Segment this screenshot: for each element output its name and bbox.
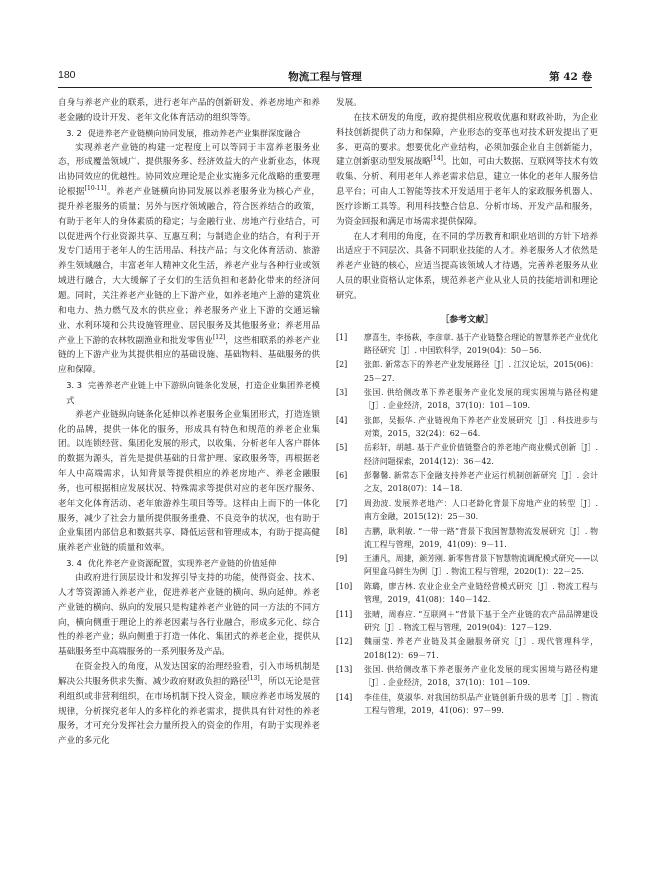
- right-column: [336, 96, 598, 719]
- reference-number: [3]: [336, 388, 348, 398]
- reference-number: [7]: [336, 498, 348, 508]
- section-heading-3-4: [58, 556, 320, 571]
- reference-text: 李佳佳，莫淑华. 对我国纺织品产业链创新升级的思考［J］. 物流工程与管理，2019，41(06)：97－99.: [364, 692, 598, 715]
- reference-item: [336, 441, 598, 467]
- reference-text: 周劲波. 发展养老地产：人口老龄化背景下房地产业的转型［J］. 南方金融，2015(12)：25－30.: [364, 498, 598, 522]
- reference-item: [336, 331, 598, 357]
- reference-list: [336, 331, 598, 718]
- left-column: [58, 96, 320, 749]
- paragraph-text: 在资金投入的角度，从发达国家的治理经验看，引入市场机制是解决公共服务供求失衡、减少政府财政负担的路径: [58, 662, 320, 687]
- journal-title: 物流工程与管理: [288, 71, 362, 83]
- reference-item: [336, 552, 598, 578]
- reference-number: [4]: [336, 415, 348, 425]
- reference-item: [336, 608, 598, 634]
- reference-text: 张国. 供给侧改革下养老服务产业化发展的现实困境与路径构建［J］. 企业经济，2018，37(10)：101－109.: [364, 388, 598, 411]
- reference-number: [5]: [336, 443, 348, 453]
- reference-item: [336, 580, 598, 606]
- paragraph-text: 。养老产业链横向协同发展以养老服务业为核心产业，提升养老服务的质量；另外与医疗领域融合，符合医养结合的政策，有助于老年人的身体素质的稳定；与金融行业、房地产行业结合，可以促进两个行业资源共享、互惠互利；与制造企业的结合，有利于开发专门适用于老年人的生活用品、科技产品；与文化体育活动、旅游养生领域融合，丰富老年人精神文化生活，养老产业与各种行业或领域进行融合，大大缓解了子女们的生活负担和老龄化带来的经济问题。同时，关注养老产业链的上下游产业，如养老地产上游的建筑业和电力、热力燃气及水的供应业；养老服务产业上下游的交通运输业、水利环境和公共设施管理业、居民服务及其他服务业；养老用品产业上下游的农林牧副渔业和批发零售业: [58, 187, 320, 346]
- references-heading: ［参考文献］: [440, 314, 494, 325]
- reference-item: [336, 635, 598, 661]
- paragraph: 由政府进行顶层设计和发挥引导支持的功能，使得资金、技术、人才等资源涌入养老产业，促进养老产业链的横向、纵向延伸。养老产业链的横向、纵向的发展只是构建养老产业链的同一方法的不同方向，横向侧重于理论上的养老因素与各行业融合，形成多元化、综合性的养老产业；纵向侧重于打造一体化、集团式的养老企业，提供从基础服务至中高端服务的一系列服务及产品。: [58, 573, 320, 658]
- reference-text: 岳彩轩，胡越. 基于产业价值链整合的养老地产商业模式创新［J］. 经济问题探索，2014(12)：36－42.: [364, 443, 598, 466]
- page-number: 180: [58, 69, 76, 81]
- paragraph-text: 。比如，可由大数据、互联网等技术有效收集、分析、利用老年人养老需求信息，建立一体化的老年人服务信息平台；可由人工智能等技术开发适用于老年人的家政服务机器人、医疗诊断工具等。利用科技整合信息、分析市场、开发产品和服务，为资金回报和满足市场需求提供保障。: [336, 157, 598, 227]
- paragraph-text: 在技术研发的角度，政府提供相应税收优惠和财政补助，为企业科技创新提供了动力和保障，产业形态的变革也对技术研发提出了更多、更高的要求。想要优化产业结构，必须加强企业自主创新能力，建立创新驱动型发展战略: [336, 112, 598, 168]
- reference-text: 王潘凡，周捷，颜芳刚. 新零售背景下智慧物流调配模式研究——以阿里盒马鲜生为例［J］. 物流工程与管理，2020(1)：22－25.: [364, 554, 598, 577]
- reference-item: [336, 386, 598, 412]
- section-title: 优化养老产业资源配置，实现养老产业链的价值延伸: [87, 558, 277, 569]
- reference-text: 廖喜生，李扬萩，李彦章. 基于产业链整合理论的智慧养老产业优化路径研究［J］. 中国软科学，2019(04)：50－56.: [364, 332, 598, 355]
- reference-text: 张国. 供给侧改革下养老服务产业化发展的现实困境与路径构建［J］. 企业经济，2018，37(10)：101－109.: [364, 665, 598, 688]
- paragraph: [336, 111, 598, 230]
- citation: [12]: [212, 333, 226, 341]
- reference-item: [336, 691, 598, 717]
- reference-number: [14]: [336, 692, 353, 702]
- reference-number: [6]: [336, 471, 348, 481]
- reference-item: [336, 497, 598, 523]
- reference-number: [12]: [336, 637, 353, 647]
- section-number: 3. 2: [66, 127, 82, 138]
- reference-number: [2]: [336, 360, 348, 370]
- reference-text: 彭馨馨. 新常态下金融支持养老产业运行机制创新研究［J］. 会计之友，2018(07)：14－18.: [364, 471, 598, 494]
- reference-item: [336, 469, 598, 495]
- volume-label: 第 42 卷: [549, 71, 592, 83]
- reference-number: [13]: [336, 665, 353, 675]
- section-number: 3. 3: [66, 380, 82, 391]
- reference-item: [336, 414, 598, 440]
- reference-number: [1]: [336, 332, 348, 342]
- section-title: 完善养老产业链上中下游纵向链条化发展，打造企业集团养老模式: [66, 380, 320, 405]
- paragraph: [58, 141, 320, 379]
- paragraph: 在人才利用的角度，在不同的学历教育和职业培训的方针下培养出适应于不同层次、具备不同职业技能的人才。养老服务人才依然是养老产业链的核心，应适当提高该领域人才待遇，完善养老服务从业人员的职业资格认定体系，规范养老产业从业人员的技能培训和理论研究。: [336, 231, 598, 301]
- paragraph: 养老产业链纵向链条化延伸以养老服务企业集团形式，打造连锁化的品牌，提供一体化的服务，形成具有特色和规范的养老企业集团。以连锁经营、集团化发展的形式，以收集、分析老年人客户群体的数据为源头，首先是提供基础的日常护理、家政服务等，再根据老年人中高端需求，认知背景等提供相应的养老房地产、养老金融服务，也可根据相应发展状况、特殊需求等提供对应的老年医疗服务、老年文化体育活动、老年旅游养生项目等等。这样由上而下的一体化服务，减少了社会力量所提供服务重叠、不良竞争的状况，也有助于企业集团内部信息和数据共享、降低运营和管理成本，有助于提高健康养老产业链的质量和效率。: [58, 409, 320, 554]
- section-title: 促进养老产业链横向协同发展，推动养老产业集群深度融合: [87, 127, 301, 138]
- paragraph-text: 实现养老产业链的构建一定程度上可以等同于丰富养老服务业态，形成覆盖领域广、提供服务多、经济效益大的产业新业态，体现出协同效应的优越性。协同效应理论是企业实施多元化战略的重要理论根据: [58, 142, 320, 198]
- reference-text: 张晴，周春应. “互联网＋”背景下基于全产业链的农产品品牌建设研究［J］. 物流工程与管理，2019(04)：127－129.: [364, 609, 598, 632]
- reference-item: [336, 525, 598, 551]
- reference-item: [336, 358, 598, 384]
- section-number: 3. 4: [66, 558, 82, 569]
- paragraph: [58, 660, 320, 749]
- paragraph-continued: 发展。: [336, 98, 362, 108]
- section-heading-3-2: [58, 126, 320, 141]
- citation: [14]: [430, 155, 444, 163]
- section-heading-3-3: [58, 378, 320, 408]
- paragraph-text: ，这些相联系的养老产业链的上下游产业为其提供相应的基础设施、基础物料、基础服务的供应和保障。: [58, 335, 320, 376]
- reference-text: 吉鹏，耿利敏. “一带一路”背景下我国智慧物流发展研究［J］. 物流工程与管理，2019，41(09)：9－11.: [364, 526, 598, 549]
- reference-text: 魏丽莹. 养老产业链及其金融服务研究［J］. 现代管理科学，2018(12)：69－71.: [364, 637, 598, 660]
- reference-number: [11]: [336, 609, 353, 619]
- reference-number: [9]: [336, 554, 348, 564]
- reference-number: [10]: [336, 581, 353, 591]
- reference-number: [8]: [336, 526, 348, 536]
- paragraph-text: ，所以无论是营利组织或非营利组织，在市场机制下投入资金，顺应养老市场发展的规律，分析探究老年人的多样化的养老需求，提供具有针对性的养老服务，才可充分发挥社会力量所投入的资金的作用，有助于实现养老产业的多元化: [58, 676, 320, 747]
- paragraph-continued: 自身与养老产业的联系，进行老年产品的创新研发、养老房地产和养老金融的设计开发、老年文化体育活动的组织等等。: [58, 98, 320, 123]
- running-header: [58, 69, 592, 85]
- reference-text: 陈璐，廖吉林. 农业企业全产业链经营模式研究［J］. 物流工程与管理，2019，41(08)：140－142.: [364, 581, 598, 605]
- citation: [13]: [247, 675, 260, 683]
- reference-text: 张郎，吴振华. 产业链视角下养老产业发展研究［J］. 科技进步与对策，2015，32(24)：62－64.: [364, 415, 598, 438]
- citation: [10-11]: [84, 185, 107, 193]
- header-rule: [58, 87, 592, 88]
- reference-text: 张郎. 新常态下的养老产业发展路径［J］. 江汉论坛，2015(06)：25－27.: [364, 360, 598, 383]
- reference-item: [336, 663, 598, 689]
